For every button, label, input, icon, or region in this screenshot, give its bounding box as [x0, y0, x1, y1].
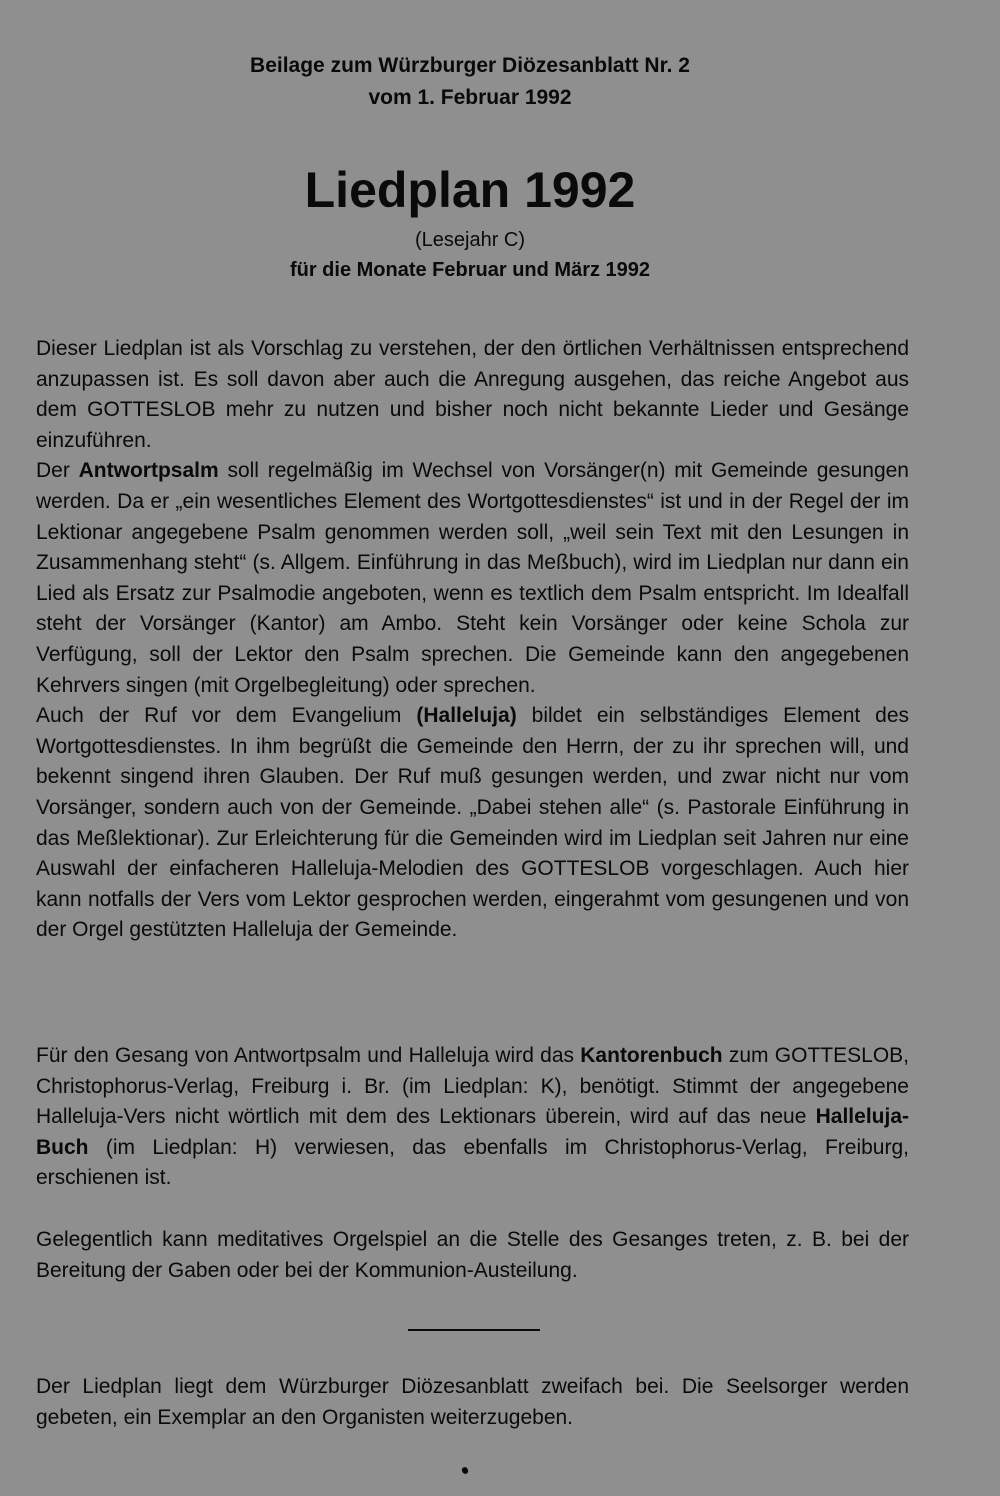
supplement-header [0, 50, 940, 114]
header-line-1: Beilage zum Würzburger Diözesanblatt Nr. 2 [250, 54, 690, 77]
months-heading: für die Monate Februar und März 1992 [289, 259, 651, 281]
kantorenbuch-term: Kantorenbuch [580, 1044, 723, 1067]
distribution-paragraph: Der Liedplan liegt dem Würzburger Diözesanblatt zweifach bei. Die Seelsorger werden gebeten, ein Exemplar an den Organisten weiterzugeben. [36, 1375, 909, 1429]
antwortpsalm-text-start: Der [36, 459, 79, 483]
ink-speck [461, 1466, 470, 1475]
kantorenbuch-text-end: (im Liedplan: H) verwiesen, das ebenfalls im Christophorus-Verlag, Freiburg, erschienen ist. [36, 1135, 909, 1190]
intro-text: Dieser Liedplan ist als Vorschlag zu verstehen, der den örtlichen Verhältnissen entsprechend anzupassen ist. Es soll davon aber auch die Anregung ausgehen, das reiche Angebot aus dem GOTTESLOB mehr zu nutzen und bisher noch nicht bekannte Lieder und Gesänge einzuführen. [36, 337, 909, 452]
halleluja-text: bildet ein selbständiges Element des Wortgottesdienstes. In ihm begrüßt die Gemeinde den Herrn, der zu ihr sprechen will, und bekennt singend ihren Glauben. Der Ruf muß gesungen werden, und zwar nicht nur vom Vorsänger, sondern auch von der Gemeinde. „Dabei stehen alle“ (s. Pastorale Einführung in das Meßlektionar). Zur Erleichterung für die Gemeinden wird im Liedplan seit Jahren nur eine Auswahl der einfacheren Halleluja-Melodien des GOTTESLOB vorgeschlagen. Auch hier kann notfalls der Vers vom Lektor gesprochen werden, eingerahmt vom gesungenen und von der Orgel gestützten Halleluja der Gemeinde. [36, 704, 910, 942]
section-divider [408, 1329, 540, 1331]
antwortpsalm-term: Antwortpsalm [78, 459, 219, 483]
orgelspiel-paragraph: Gelegentlich kann meditatives Orgelspiel an die Stelle des Gesanges treten, z. B. bei der Bereitung der Gaben oder bei der Kommunion-Austeilung. [36, 1228, 909, 1282]
halleluja-text-start: Auch der Ruf vor dem Evangelium [36, 704, 417, 728]
halleluja-term: (Halleluja) [416, 704, 517, 728]
halleluja-paragraph [36, 701, 909, 946]
page-subtitle: (Lesejahr C) [414, 229, 526, 251]
kantorenbuch-text-start: Für den Gesang von Antwortpsalm und Halleluja wird das [36, 1044, 581, 1067]
page-title: Liedplan 1992 [304, 162, 636, 218]
antwortpsalm-paragraph [36, 456, 909, 701]
antwortpsalm-text: soll regelmäßig im Wechsel von Vorsänger(n) mit Gemeinde gesungen werden. Da er „ein wesentliches Element des Wortgottesdienstes“ ist und in der Regel der im Lektionar angegebene Psalm genommen werden soll, „weil sein Text mit den Lesungen in Zusammenhang steht“ (s. Allgem. Einführung in das Meßbuch), wird im Liedplan nur dann ein Lied als Ersatz zur Psalmodie angeboten, wenn es textlich dem Psalm entspricht. Im Idealfall steht der Vorsänger (Kantor) am Ambo. Steht kein Vorsänger oder keine Schola zur Verfügung, soll der Lektor den Psalm sprechen. Die Gemeinde kann den angegebenen Kehrvers singen (mit Orgelbegleitung) oder sprechen. [36, 459, 909, 697]
kantorenbuch-text-middle: zum GOTTESLOB, Christophorus-Verlag, Freiburg i. Br. (im Liedplan: K), benötigt. Stimmt der angegebene Halleluja-Vers nicht wörtlich mit dem des Lektionars überein, wird auf das neue [36, 1044, 909, 1129]
intro-paragraph [36, 334, 909, 456]
header-line-2: vom 1. Februar 1992 [368, 86, 572, 109]
halleluja-buch-term: Halleluja-Buch [36, 1105, 909, 1159]
intro-section [36, 334, 909, 946]
kantorenbuch-paragraph [36, 1041, 909, 1194]
